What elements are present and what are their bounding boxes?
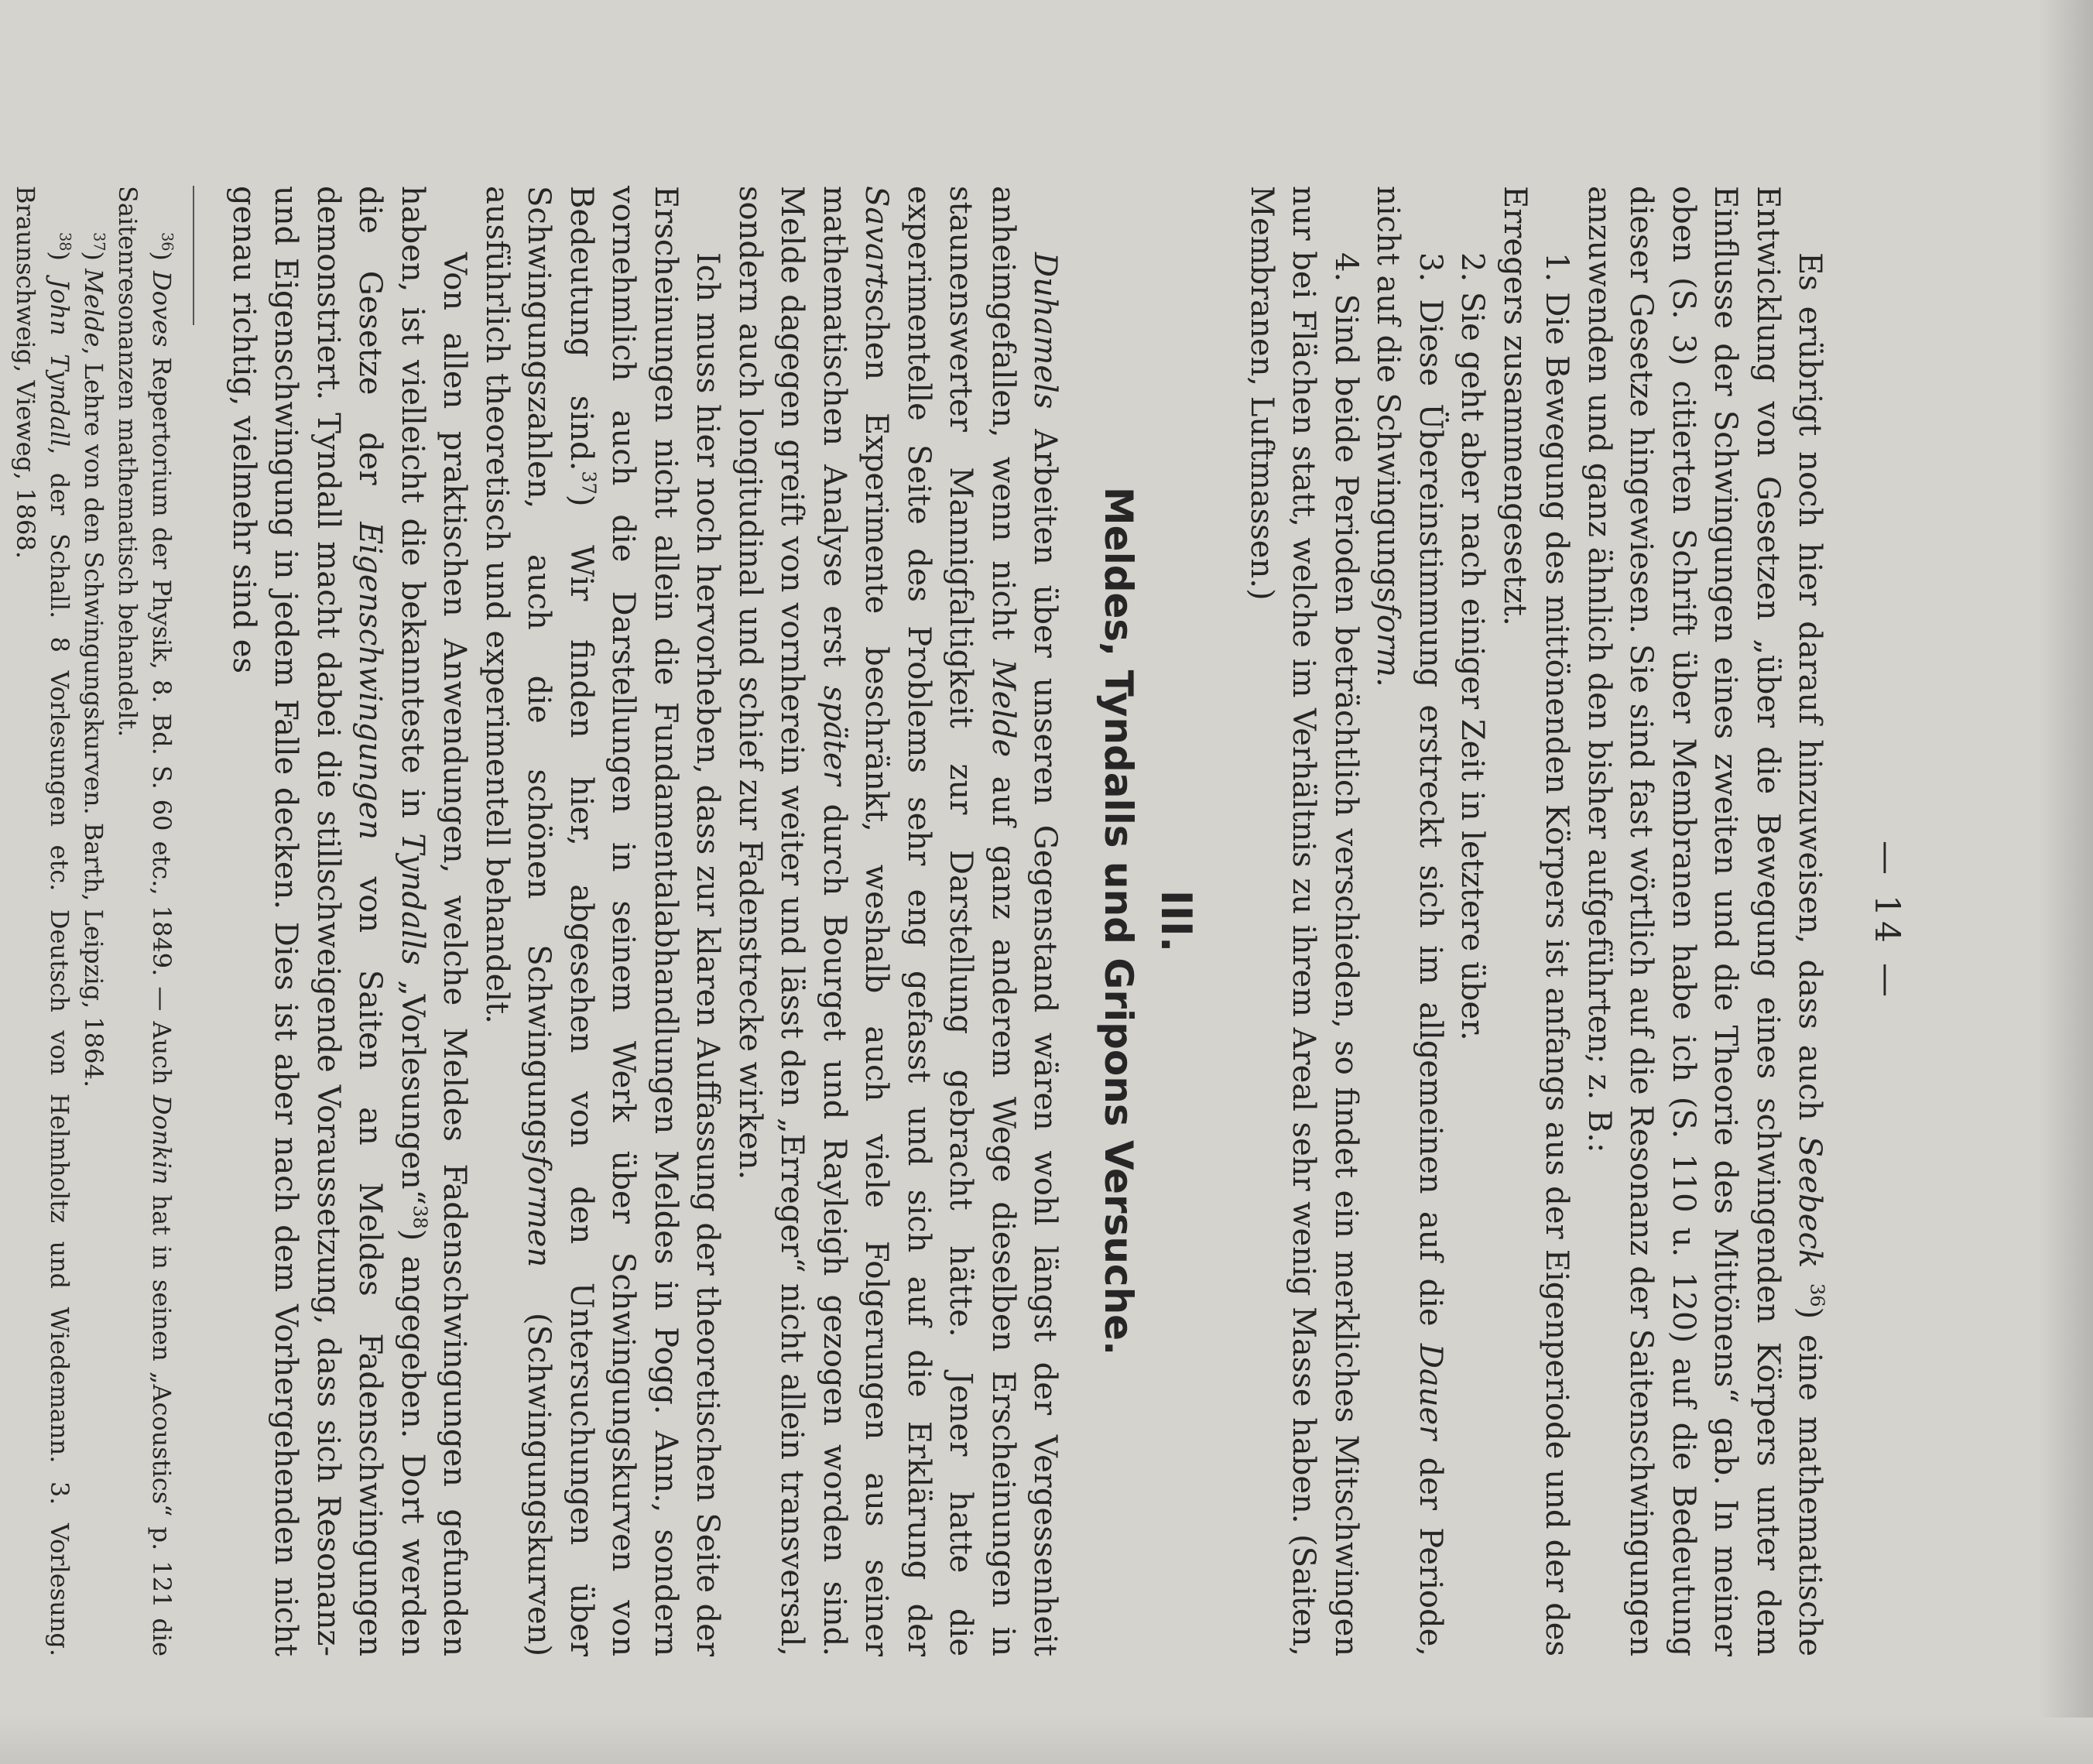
- author-seebeck: Seebeck: [1792, 1135, 1828, 1269]
- footnote-36: $^{36}$) Doves Repertorium der Physik, 8. Bd. S. 60 etc., 1849. — Auch Donkin hat in seinen „Acoustics“ p. 121 die Saitenresonanzen mathematisch behandelt.: [113, 186, 177, 1657]
- emphasis-spaeter: später: [817, 685, 852, 786]
- section-title: Meldes, Tyndalls und Gripons Versuche.: [1096, 486, 1141, 1356]
- list-item-4: 4. Sind beide Perioden beträchtlich verschieden, so findet ein merkliches Mitschwingen nur bei Flächen statt, welche im Verhältnis zu ihrem Areal sehr wenig Masse haben. (Saiten, Membranen, Luftmassen.): [1244, 186, 1364, 1656]
- text-block: [9, 186, 1908, 1656]
- list-item-3: 3. Diese Übereinstimmung erstreckt sich im allgemeinen auf die Dauer der Periode, nicht auf die Schwingungsform.: [1370, 186, 1448, 1657]
- emphasis-formen: formen: [521, 1154, 557, 1268]
- emphasis-dauer: Dauer: [1413, 1343, 1448, 1440]
- list-item-1: 1. Die Bewegung des mittönenden Körpers ist anfangs aus der Eigenperiode und der des Erregers zusammengesetzt.: [1497, 186, 1575, 1656]
- page-number: — 14 —: [1867, 841, 1906, 1002]
- paragraph-melde-works: Ich muss hier noch hervorheben, dass zur klaren Auffassung der theoretischen Seite der Erscheinungen nicht allein die Fundamentalabhandlungen Meldes in Pogg. Ann., sondern vornehmlich auch die Darstellungen in seinem Werk über Schwingungskurven von Bedeutung sind.$^{37}$) Wir finden hier, abgesehen von den Untersuchungen über Schwingungszahlen, auch die schönen Schwingungsformen (Schwingungskurven) ausführlich theoretisch und experimentell behandelt.: [479, 186, 726, 1656]
- section-number: III.: [1152, 889, 1201, 953]
- author-savart: Savart: [858, 186, 895, 289]
- list-item-2: 2. Sie geht aber nach einiger Zeit in letztere über.: [1454, 252, 1491, 1041]
- footnote-38: $^{38}$) John Tyndall, der Schall. 8 Vorlesungen etc. Deutsch von Helmholtz und Wiedemann. 3. Vorlesung. Braunschweig, Vieweg, 1868.: [11, 186, 75, 1657]
- footnote-37: $^{37}$) Melde, Lehre von den Schwingungskurven. Barth, Leipzig, 1864.: [79, 232, 109, 1088]
- footnote-divider: [194, 186, 195, 325]
- author-tyndall: Tyndalls: [395, 833, 430, 966]
- emphasis-form: form.: [1370, 603, 1406, 687]
- page-edge-shadow: [2039, 0, 2093, 1764]
- footnote-ref-38: 38: [409, 1205, 431, 1229]
- page-bottom-shadow: [0, 1718, 2093, 1764]
- footnote-ref-36: 36: [1806, 1283, 1828, 1307]
- paragraph-duhamel: Duhamels Arbeiten über unseren Gegenstand wären wohl längst der Vergessenheit anheimgefallen, wenn nicht Melde auf ganz anderem Wege dieselben Erscheinungen in staunenswerter Mannigfaltigkeit zur Darstellung gebracht hätte. Jener hatte die experimentelle Seite des Problems sehr eng gefasst und sich auf die Erklärung der Savartschen Experimente beschränkt, weshalb auch viele Folgerungen aus seiner mathematischen Analyse erst später durch Bourget und Rayleigh gezogen worden sind. Melde dagegen greift von vornherein weiter und lässt den „Erreger“ nicht allein transversal, sondern auch longitudinal und schief zur Fadenstrecke wirken.: [732, 186, 1064, 1656]
- author-melde: Melde: [985, 659, 1021, 758]
- author-duhamel: Duhamels: [1027, 252, 1064, 409]
- footnote-ref-37: 37: [577, 471, 600, 495]
- paragraph-tyndall: Von allen praktischen Anwendungen, welche Meldes Fadenschwingungen gefunden haben, ist vielleicht die bekannteste in Tyndalls „Vorlesungen“$^{38}$) angegeben. Dort werden die Gesetze der Eigenschwingungen von Saiten an Meldes Fadenschwingungen demonstriert. Tyndall macht dabei die stillschweigende Voraussetzung, dass sich Resonanz- und Eigenschwingung in jedem Falle decken. Dies ist aber nach dem Vorhergehenden nicht genau richtig, vielmehr sind es: [226, 186, 473, 1656]
- emphasis-eigenschwingungen: Eigenschwingungen: [352, 522, 389, 840]
- intro-paragraph: Es erübrigt noch hier darauf hinzuweisen, dass auch Seebeck $^{36}$) eine mathematische Entwicklung von Gesetzen „über die Bewegung eines schwingenden Körpers unter dem Einflusse der Schwingungen eines zweiten und die Theorie des Mittönens“ gab. In meiner oben (S. 3) citierten Schrift über Membranen habe ich (S. 110 u. 120) auf die Bedeutung dieser Gesetze hingewiesen. Sie sind fast wörtlich auf die Resonanz der Saitenschwingungen anzuwenden und ganz ähnlich den bisher aufgeführten; z. B.:: [1581, 186, 1828, 1657]
